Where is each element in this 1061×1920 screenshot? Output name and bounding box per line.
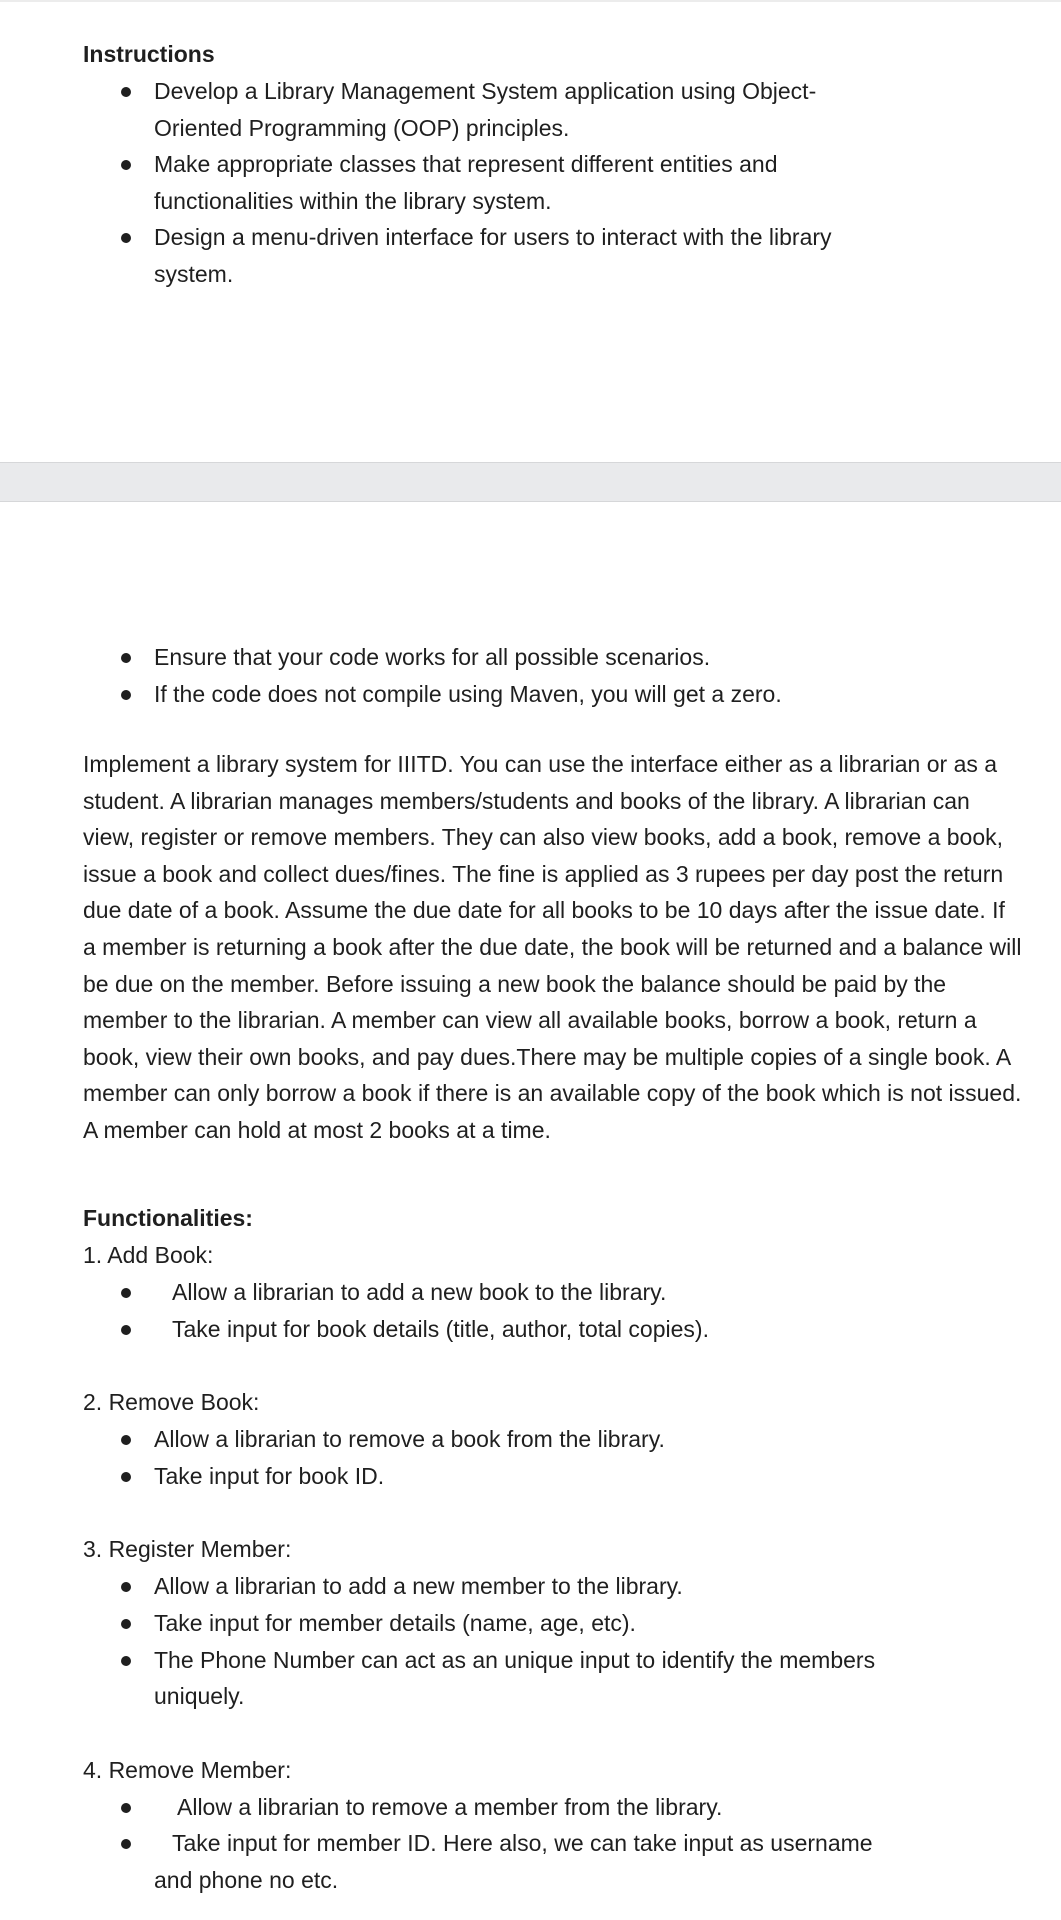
instructions-heading: Instructions (83, 41, 215, 67)
list-item: Ensure that your code works for all possible scenarios. (83, 639, 1023, 676)
list-item: Allow a librarian to add a new book to the library. (83, 1274, 1023, 1311)
description-section (83, 746, 1023, 1149)
section-label-add-book: 1. Add Book: (83, 1242, 214, 1268)
remove-book-list (83, 1421, 1023, 1494)
list-item: Take input for book details (title, author, total copies). (83, 1311, 1023, 1348)
list-item: If the code does not compile using Maven, you will get a zero. (83, 676, 1023, 713)
list-item: Allow a librarian to remove a book from the library. (83, 1421, 1023, 1458)
functionalities-section (83, 1200, 1023, 1899)
section-label-register-member: 3. Register Member: (83, 1536, 292, 1563)
list-item: Allow a librarian to remove a member from the library. (83, 1789, 903, 1826)
page-separator (0, 462, 1061, 502)
list-item: Make appropriate classes that represent different entities and functionalities within the library system. (83, 146, 863, 219)
functionalities-heading: Functionalities: (83, 1205, 253, 1231)
register-member-list (83, 1568, 923, 1714)
list-item: Allow a librarian to add a new member to the library. (83, 1568, 923, 1605)
list-item: The Phone Number can act as an unique input to identify the members uniquely. (83, 1642, 923, 1715)
add-book-list (83, 1274, 1023, 1347)
instructions-list-continued (83, 639, 1023, 712)
list-item: Take input for member ID. Here also, we can take input as username and phone no etc. (83, 1825, 903, 1898)
document-page-1 (0, 0, 1061, 464)
section-label-remove-book: 2. Remove Book: (83, 1389, 260, 1416)
instructions-continued (83, 639, 1023, 712)
list-item: Take input for book ID. (83, 1458, 1023, 1495)
description-paragraph: Implement a library system for IIITD. You can use the interface either as a librarian or as a student. A librarian manages members/students and books of the library. A librarian can view, register or remove members. They can also view books, add a book, remove a book, issue a book and collect dues/fines. The fine is applied as 3 rupees per day post the return due date of a book. Assume the due date for all books to be 10 days after the issue date. If a member is returning a book after the due date, the book will be returned and a balance will be due on the member. Before issuing a new book the balance should be paid by the member to the librarian. A member can view all available books, borrow a book, return a book, view their own books, and pay dues.There may be multiple copies of a single book. A member can only borrow a book if there is an available copy of the book which is not issued. A member can hold at most 2 books at a time. (83, 751, 1022, 1143)
instructions-list (83, 73, 863, 293)
list-item: Develop a Library Management System application using Object-Oriented Programming (OOP) principles. (83, 73, 863, 146)
list-item: Design a menu-driven interface for users to interact with the library system. (83, 219, 863, 292)
document-page-2 (0, 502, 1061, 1920)
instructions-section (83, 36, 1023, 293)
remove-member-list (83, 1789, 903, 1899)
list-item: Take input for member details (name, age, etc). (83, 1605, 923, 1642)
section-label-remove-member: 4. Remove Member: (83, 1756, 292, 1783)
